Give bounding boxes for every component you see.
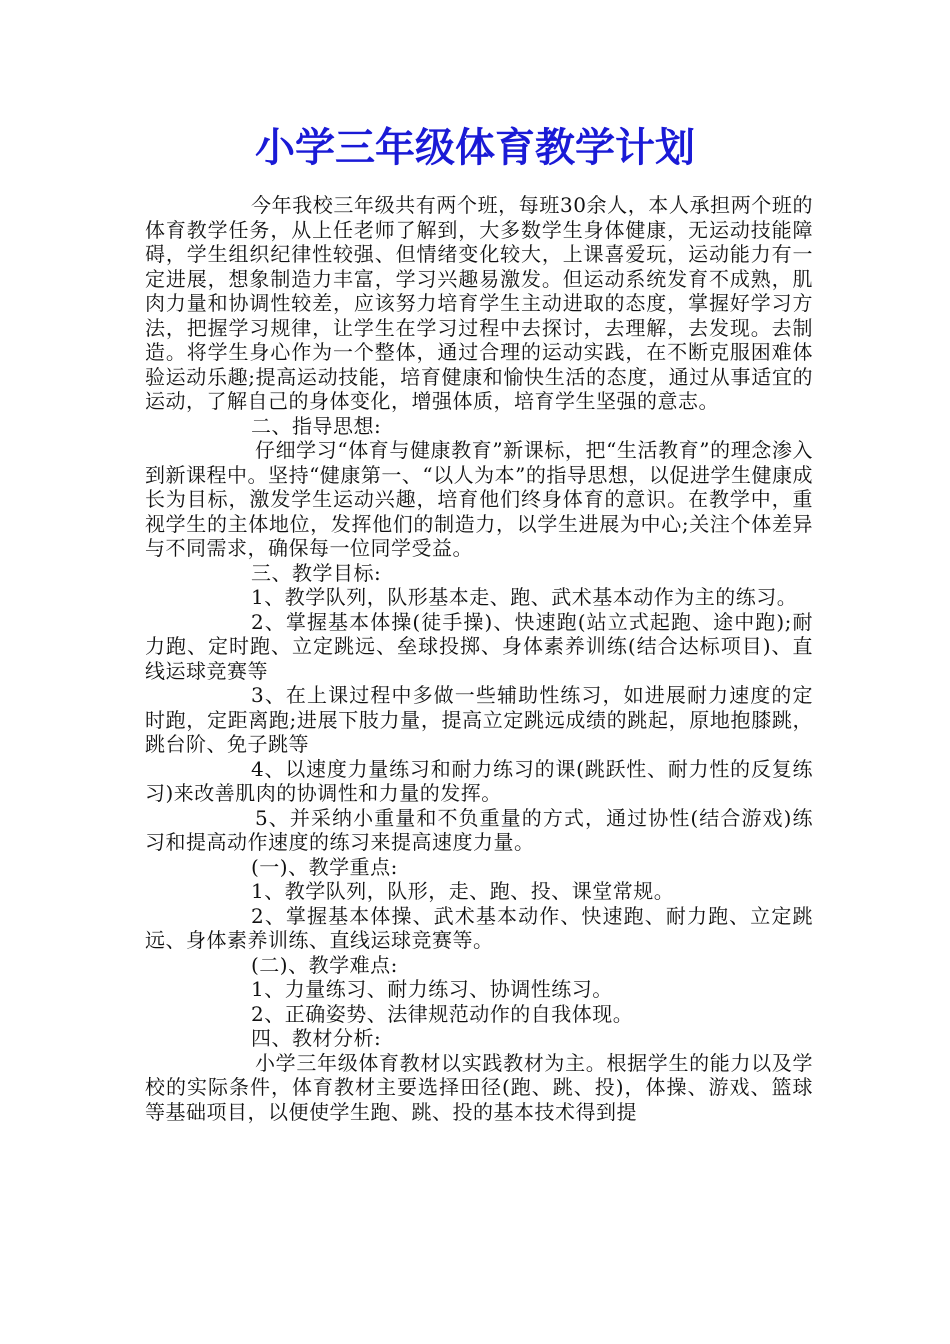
paragraph-guiding-thought: 仔细学习“体育与健康教育”新课标，把“生活教育”的理念渗入到新课程中。坚持“健康第一、“以人为本”的指导思想，以促进学生健康成长为目标，激发学生运动兴趣，培育他们终身体育的意识。在教学中，重视学生的主体地位，发挥他们的制造力，以学生进展为中心;关注个体差异与不同需求，确保每一位同学受益。	[145, 438, 813, 560]
key-point-item-1: 1、教学队列，队形，走、跑、投、课堂常规。	[251, 879, 675, 903]
heading-teaching-goals: 三、教学目标:	[251, 560, 382, 585]
goal-item-3: 3、在上课过程中多做一些辅助性练习，如进展耐力速度的定时跑，定距离跑;进展下肢力量，提高立定跳远成绩的跳起，原地抱膝跳，跳台阶、免子跳等	[145, 683, 813, 756]
heading-key-points: (一)、教学重点:	[251, 854, 398, 879]
heading-difficulties: (二)、教学难点:	[251, 952, 398, 977]
difficulty-item-2: 2、正确姿势、法律规范动作的自我体现。	[251, 1001, 634, 1026]
paragraph-intro: 今年我校三年级共有两个班，每班30余人，本人承担两个班的体育教学任务，从上任老师了解到，大多数学生身体健康，无运动技能障碍，学生组织纪律性较强、但情绪变化较大，上课喜爱玩，运动能力有一定进展，想象制造力丰富，学习兴趣易激发。但运动系统发育不成熟，肌肉力量和协调性较差，应该努力培育学生主动进取的态度，掌握好学习方法，把握学习规律，让学生在学习过程中去探讨，去理解，去发现。去制造。将学生身心作为一个整体，通过合理的运动实践，在不断克服困难体验运动乐趣;提高运动技能，培育健康和愉快生活的态度，通过从事适宜的运动，了解自己的身体变化，增强体质，培育学生坚强的意志。	[145, 193, 813, 413]
goal-item-5: 5、并采纳小重量和不负重量的方式，通过协性(结合游戏)练习和提高动作速度的练习来提高速度力量。	[145, 805, 813, 854]
goal-item-1: 1、教学队列，队形基本走、跑、武术基本动作为主的练习。	[251, 585, 798, 609]
document-body	[145, 193, 813, 1124]
document-title: 小学三年级体育教学计划	[255, 125, 695, 171]
heading-material-analysis: 四、教材分析:	[251, 1026, 382, 1050]
key-point-item-2: 2、掌握基本体操、武术基本动作、快速跑、耐力跑、立定跳远、身体素养训练、直线运球竞赛等。	[145, 903, 813, 952]
goal-item-4: 4、以速度力量练习和耐力练习的课(跳跃性、耐力性的反复练习)来改善肌肉的协调性和力量的发挥。	[145, 756, 813, 805]
paragraph-material-analysis: 小学三年级体育教材以实践教材为主。根据学生的能力以及学校的实际条件，体育教材主要选择田径(跑、跳、投)，体操、游戏、篮球等基础项目，以便使学生跑、跳、投的基本技术得到提	[145, 1050, 813, 1124]
goal-item-2: 2、掌握基本体操(徒手操)、快速跑(站立式起跑、途中跑);耐力跑、定时跑、立定跳远、垒球投掷、身体素养训练(结合达标项目)、直线运球竞赛等	[145, 609, 813, 683]
heading-guiding-thought: 二、指导思想:	[251, 413, 382, 438]
difficulty-item-1: 1、力量练习、耐力练习、协调性练习。	[251, 977, 613, 1001]
